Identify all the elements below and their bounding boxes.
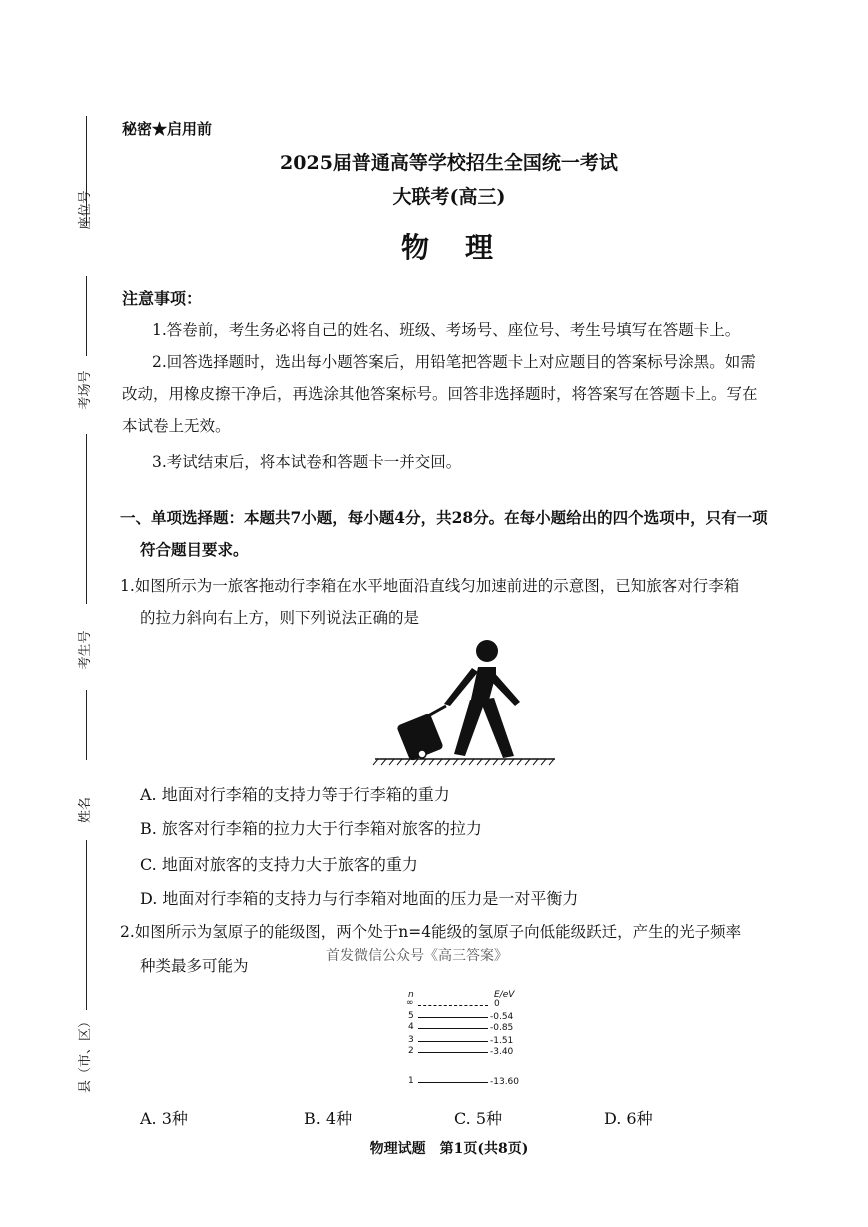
q1-stem-line-2: 的拉力斜向右上方，则下列说法正确的是: [140, 609, 420, 627]
q1-option-d: D. 地面对行李箱的支持力与行李箱对地面的压力是一对平衡力: [140, 889, 579, 908]
county-label: 县（市、区）: [78, 1015, 93, 1094]
level-line-1: [418, 1082, 488, 1083]
level-e-5: -0.54: [490, 1012, 514, 1022]
n-axis-label: n: [408, 990, 414, 1000]
level-n-5: 5: [408, 1011, 414, 1021]
page-footer: 物理试题 第1页(共8页): [369, 1141, 529, 1157]
q1-option-c: C. 地面对旅客的支持力大于旅客的重力: [140, 855, 418, 874]
notice-item-2-line-2: 改动，用橡皮擦干净后，再选涂其他答案标号。回答非选择题时，将答案写在答题卡上。写在: [122, 385, 758, 403]
notice-heading: 注意事项：: [122, 289, 203, 308]
q2-option-c: C. 5种: [454, 1109, 503, 1128]
traveler-back-leg: [454, 700, 484, 756]
exam-room-label: 考场号: [78, 370, 93, 410]
margin-line-5: [86, 840, 87, 1010]
q1-option-b: B. 旅客对行李箱的拉力大于行李箱对旅客的拉力: [140, 819, 482, 838]
watermark-text: 首发微信公众号《高三答案》: [326, 948, 508, 964]
level-line-3: [418, 1041, 488, 1042]
level-n-4: 4: [408, 1022, 414, 1032]
q2-option-d: D. 6种: [604, 1109, 653, 1128]
exam-title: 2025届普通高等学校招生全国统一考试: [280, 152, 618, 174]
level-e-inf: 0: [494, 999, 500, 1009]
traveler-front-leg: [480, 698, 514, 758]
notice-item-3: 3.考试结束后，将本试卷和答题卡一并交回。: [152, 453, 462, 471]
name-label: 姓名: [78, 797, 93, 824]
level-n-inf: ∞: [406, 998, 414, 1008]
notice-item-2-line-1: 2.回答选择题时，选出每小题答案后，用铅笔把答题卡上对应题目的答案标号涂黑。如需: [152, 353, 756, 371]
q1-option-a: A. 地面对行李箱的支持力等于行李箱的重力: [140, 785, 450, 804]
q2-option-a: A. 3种: [140, 1109, 188, 1128]
exam-subtitle: 大联考(高三): [392, 186, 506, 208]
level-e-3: -1.51: [490, 1036, 514, 1046]
q1-stem-line-1: 1.如图所示为一旅客拖动行李箱在水平地面沿直线匀加速前进的示意图，已知旅客对行李箱: [120, 577, 740, 595]
q2-stem-line-1: 2.如图所示为氢原子的能级图，两个处于n=4能级的氢原子向低能级跃迁，产生的光子频率: [120, 923, 742, 941]
seat-number-label: 座位号: [78, 190, 93, 230]
margin-line-3: [86, 434, 87, 604]
luggage-handle: [428, 706, 446, 716]
level-line-2: [418, 1052, 488, 1053]
section-heading-line-1: 一、单项选择题：本题共7小题，每小题4分，共28分。在每小题给出的四个选项中，只有一项: [120, 508, 768, 527]
level-line-4: [418, 1028, 488, 1029]
level-e-2: -3.40: [490, 1047, 514, 1057]
section-heading-line-2: 符合题目要求。: [140, 540, 249, 559]
ground-hatch: [373, 759, 554, 765]
energy-level-diagram: [400, 990, 540, 1090]
q2-stem-line-2: 种类最多可能为: [140, 957, 249, 975]
q2-option-b: B. 4种: [304, 1109, 353, 1128]
traveler-head: [476, 640, 498, 662]
margin-line-4: [86, 690, 87, 760]
level-line-inf: [418, 1005, 488, 1006]
level-n-3: 3: [408, 1035, 414, 1045]
margin-line-2: [86, 276, 87, 356]
subject-title: 物 理: [400, 231, 497, 264]
notice-item-2-line-3: 本试卷上无效。: [122, 417, 231, 435]
notice-item-1: 1.答卷前，考生务必将自己的姓名、班级、考场号、座位号、考生号填写在答题卡上。: [152, 321, 741, 339]
secret-mark: 秘密★启用前: [122, 120, 213, 138]
level-e-4: -0.85: [490, 1023, 514, 1033]
level-n-2: 2: [408, 1046, 414, 1056]
energy-axis-label: E/eV: [494, 990, 515, 1000]
level-n-1: 1: [408, 1076, 414, 1086]
level-line-5: [418, 1017, 488, 1018]
traveler-luggage-figure: [370, 634, 560, 770]
student-number-label: 考生号: [78, 630, 93, 670]
level-e-1: -13.60: [490, 1077, 520, 1087]
luggage-wheel: [418, 750, 426, 758]
